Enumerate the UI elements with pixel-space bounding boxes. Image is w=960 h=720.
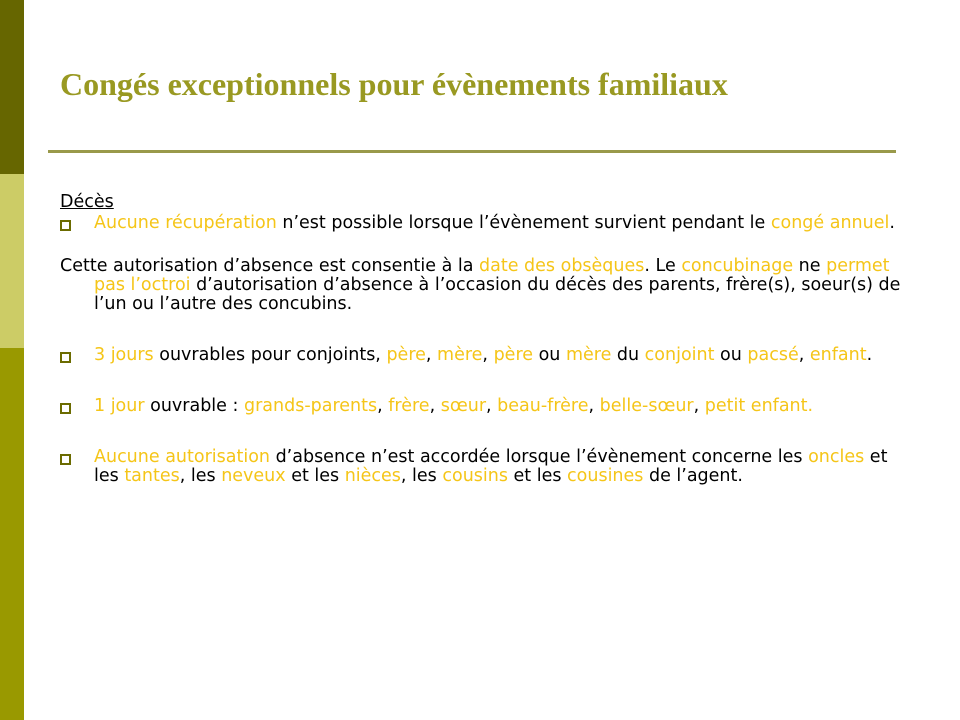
slide-title: Congés exceptionnels pour évènements familiaux	[60, 66, 728, 102]
text-run: et les	[285, 466, 345, 486]
highlighted-term: Aucune autorisation	[94, 447, 270, 467]
text-run: ,	[588, 396, 600, 416]
square-bullet-icon	[60, 352, 71, 363]
bullet-text	[94, 447, 887, 486]
highlighted-term: 1 jour	[94, 396, 145, 416]
highlighted-term: conjoint	[644, 345, 715, 365]
paragraph-text	[60, 256, 900, 314]
highlighted-term: beau-frère	[497, 396, 589, 416]
square-bullet-icon	[60, 220, 71, 231]
slide-body	[60, 190, 910, 486]
highlighted-term: pacsé	[747, 345, 799, 365]
text-run: ne	[793, 256, 827, 276]
text-run: , les	[400, 466, 443, 486]
highlighted-term: mère	[437, 345, 483, 365]
highlighted-term: enfant	[809, 345, 867, 365]
text-run: ou	[714, 345, 748, 365]
bullet-text	[94, 213, 895, 233]
bullet-item-3-days	[60, 346, 910, 365]
text-run: ,	[693, 396, 705, 416]
highlighted-term: belle-sœur	[599, 396, 694, 416]
text-run: . Le	[644, 256, 682, 276]
square-bullet-icon	[60, 403, 71, 414]
spacer	[60, 365, 910, 397]
spacer	[60, 416, 910, 448]
text-run: n’est possible lorsque l’évènement survient pendant le	[276, 213, 771, 233]
highlighted-term: tantes	[124, 466, 180, 486]
bullet-item-no-authorization	[60, 448, 910, 486]
text-run: et les	[507, 466, 568, 486]
text-run: .	[866, 345, 873, 365]
highlighted-term: grands-parents	[243, 396, 378, 416]
sidebar-band-dark	[0, 0, 24, 174]
text-run: ouvrables pour conjoints,	[153, 345, 387, 365]
text-run: .	[889, 213, 895, 233]
spacer	[60, 314, 910, 346]
highlighted-term: concubinage	[681, 256, 794, 276]
text-run: ,	[486, 396, 498, 416]
text-run: et les	[94, 447, 888, 486]
text-run: de l’agent.	[643, 466, 743, 486]
bullet-text	[94, 345, 872, 365]
highlighted-term: nièces	[344, 466, 401, 486]
highlighted-term: neveux	[221, 466, 286, 486]
highlighted-term: mère	[565, 345, 612, 365]
text-run: ,	[425, 345, 438, 365]
text-run: ,	[798, 345, 810, 365]
highlighted-term: frère	[388, 396, 430, 416]
bullet-item-1-day	[60, 397, 910, 416]
highlighted-term: permet pas l’octroi	[94, 256, 890, 295]
text-run: ,	[482, 345, 494, 365]
sidebar-band-light	[0, 174, 24, 348]
text-run: , les	[179, 466, 222, 486]
highlighted-term: père	[386, 345, 426, 365]
highlighted-term: 3 jours	[94, 345, 154, 365]
highlighted-term: congé annuel	[770, 213, 890, 233]
spacer	[60, 233, 910, 257]
highlighted-term: sœur	[440, 396, 487, 416]
highlighted-term: père	[493, 345, 534, 365]
paragraph-obseques	[60, 257, 910, 314]
highlighted-term: cousines	[567, 466, 644, 486]
bullet-text	[94, 396, 813, 416]
highlighted-term: oncles	[808, 447, 865, 467]
text-run: d’autorisation d’absence à l’occasion du décès des parents, frère(s), soeur(s) de l’un ou l’autre des concubins.	[94, 275, 901, 314]
sidebar-band-mid	[0, 348, 24, 720]
highlighted-term: petit enfant.	[704, 396, 814, 416]
square-bullet-icon	[60, 454, 71, 465]
bullet-item-no-recovery	[60, 214, 910, 233]
text-run: ouvrable :	[144, 396, 244, 416]
highlighted-term: cousins	[442, 466, 508, 486]
text-run: ou	[533, 345, 566, 365]
text-run: du	[611, 345, 645, 365]
decorative-sidebar	[0, 0, 24, 720]
text-run: ,	[377, 396, 389, 416]
text-run: d’absence n’est accordée lorsque l’évènement concerne les	[270, 447, 809, 467]
section-heading: Décès	[60, 192, 114, 212]
text-run: Cette autorisation d’absence est consentie à la	[60, 256, 480, 276]
highlighted-term: Aucune récupération	[94, 213, 277, 233]
highlighted-term: date des obsèques	[479, 256, 645, 276]
text-run: ,	[429, 396, 441, 416]
title-divider	[48, 150, 896, 153]
